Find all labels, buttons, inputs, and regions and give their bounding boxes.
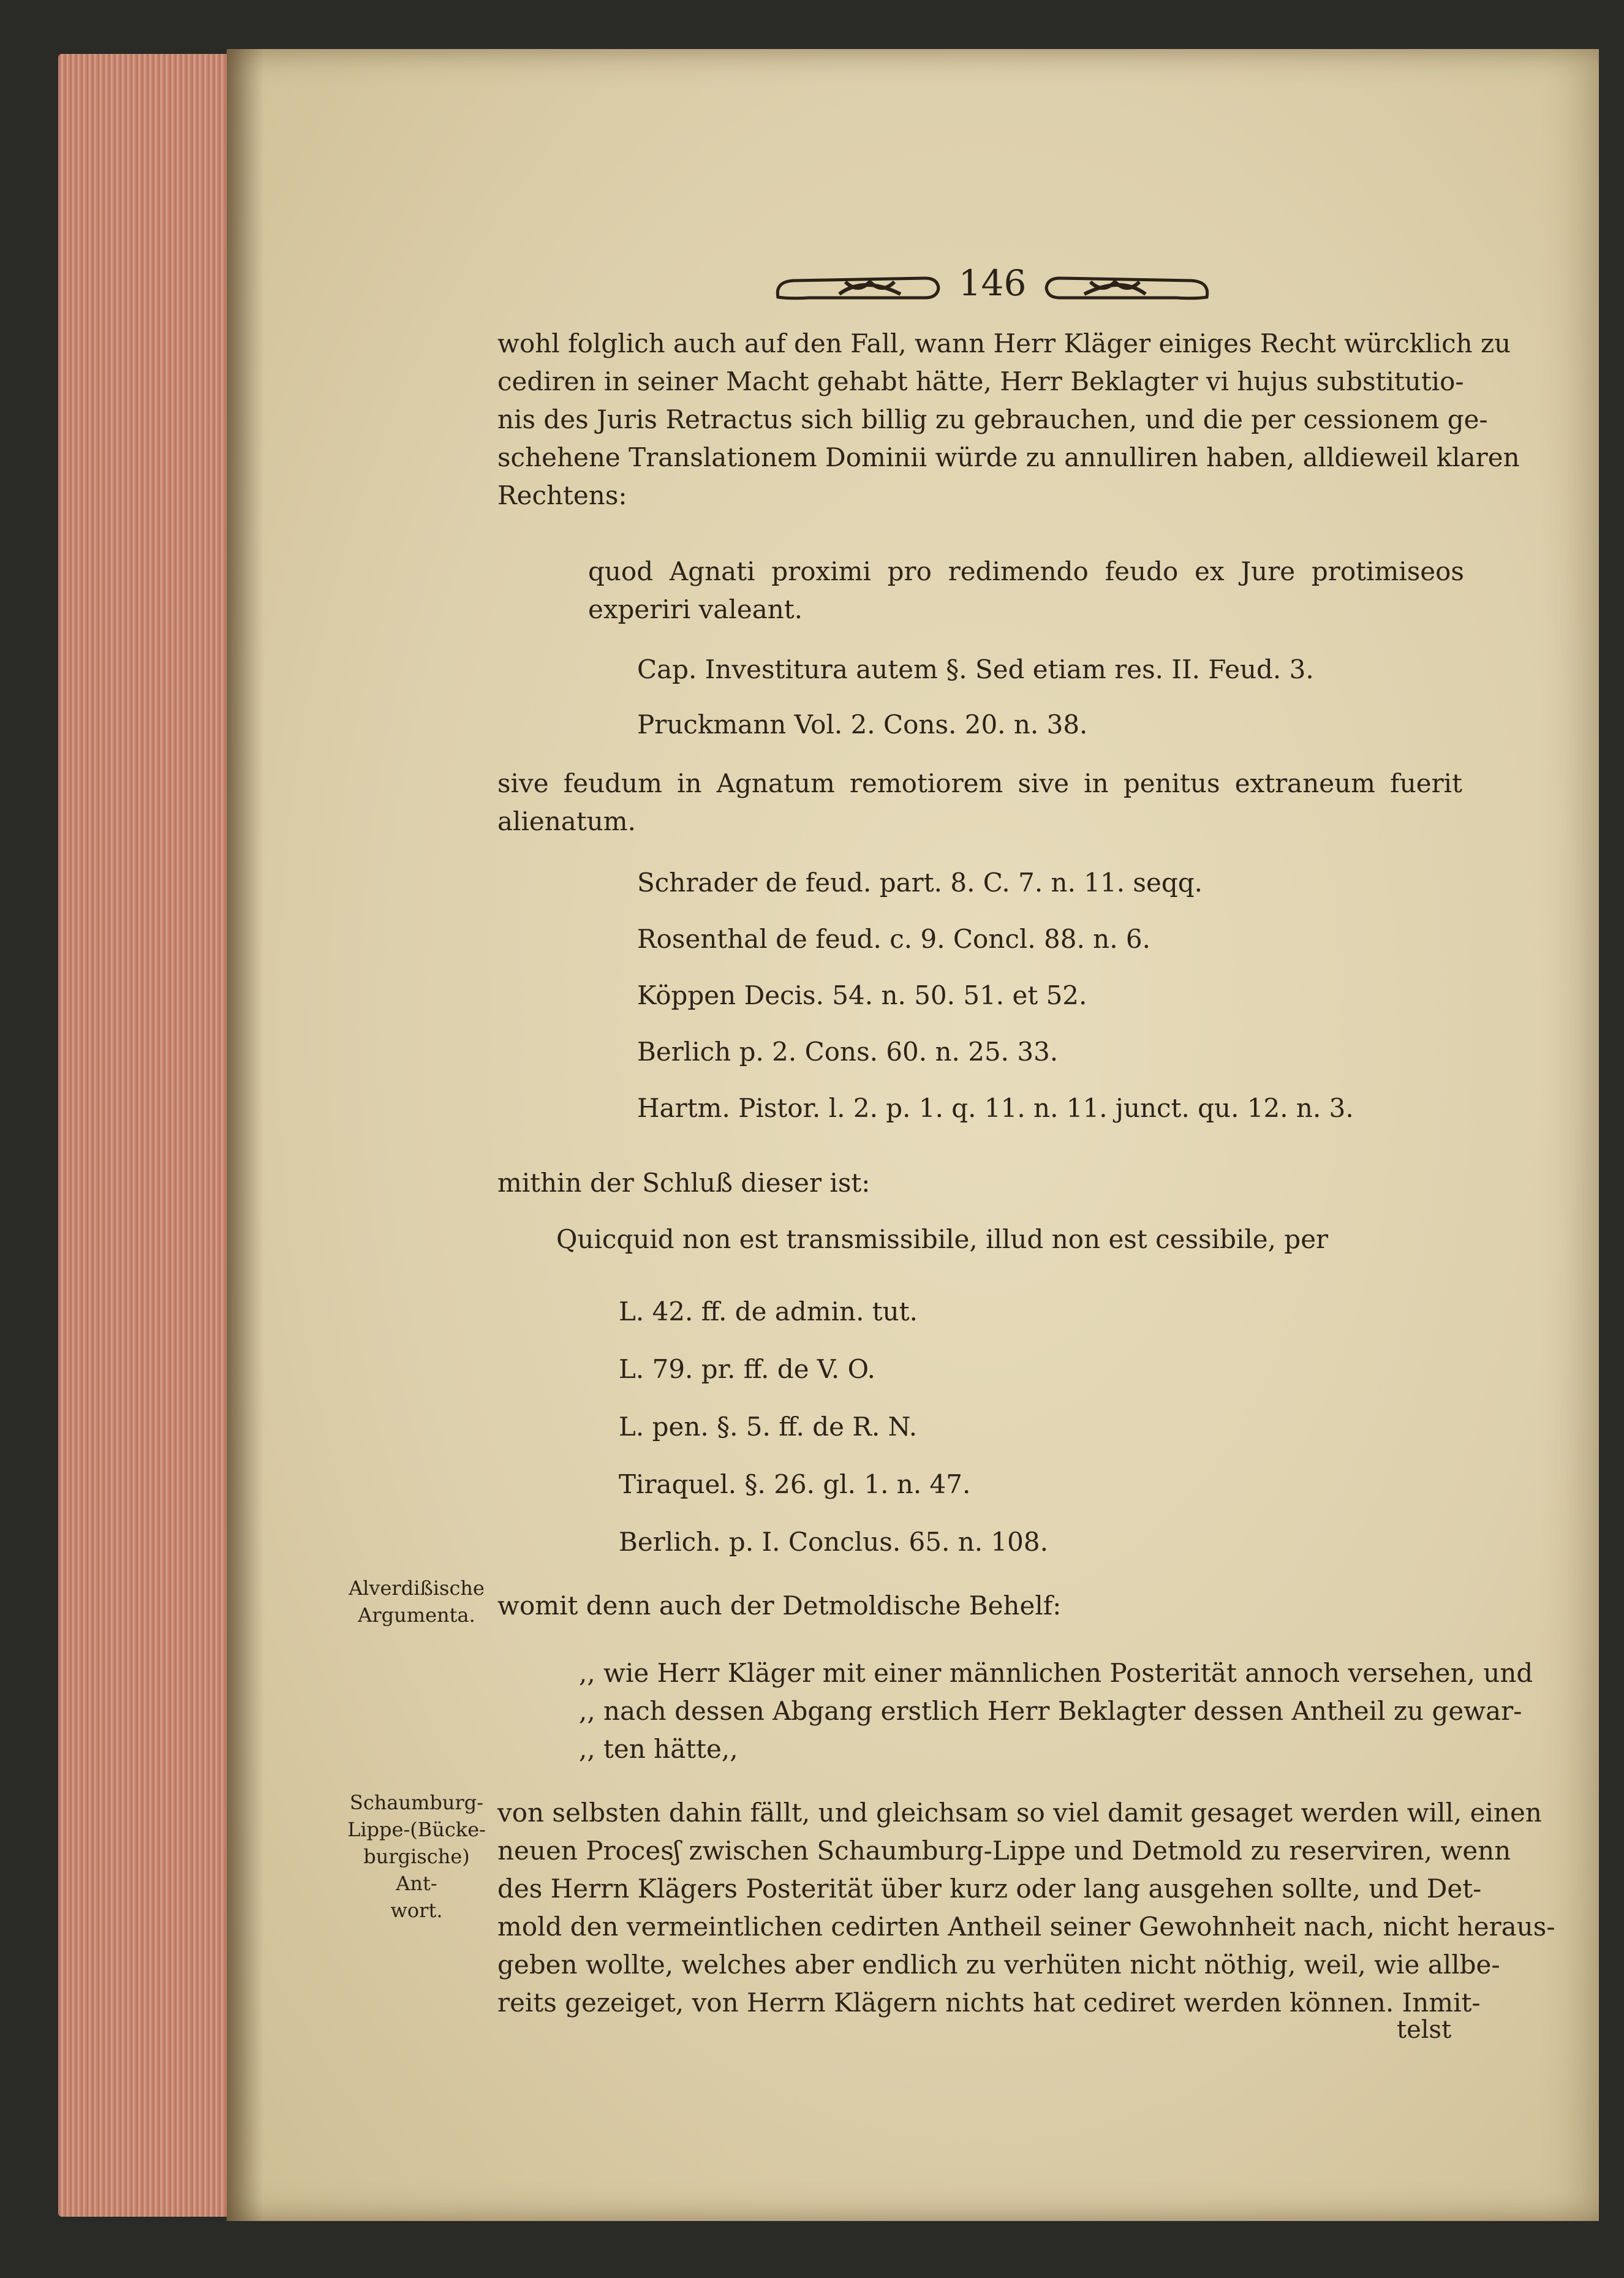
citation-line: Cap. Investitura autem §. Sed etiam res. II. Feud. 3. — [637, 654, 1314, 684]
citation-line: Hartm. Pistor. l. 2. p. 1. q. 11. n. 11. junct. qu. 12. n. 3. — [637, 1093, 1354, 1123]
page-header — [772, 256, 1213, 324]
body-line: cediren in seiner Macht gehabt hätte, Herr Beklagter vi hujus substitutio- — [497, 366, 1464, 396]
body-line: mithin der Schluß dieser ist: — [497, 1168, 871, 1198]
book-page-edges — [58, 54, 236, 2217]
citation-line: Köppen Decis. 54. n. 50. 51. et 52. — [637, 980, 1087, 1010]
citation-line: Rosenthal de feud. c. 9. Concl. 88. n. 6. — [637, 924, 1150, 954]
body-line: nis des Juris Retractus sich billig zu gebrauchen, und die per cessionem ge- — [497, 404, 1488, 434]
margin-note-line: burgische) Ant- — [363, 1845, 470, 1895]
body-line: wohl folglich auch auf den Fall, wann Herr Kläger einiges Recht würcklich zu — [497, 328, 1511, 358]
quote-line: Quicquid non est transmissibile, illud non est cessibile, per — [556, 1224, 1329, 1254]
citation-line: Pruckmann Vol. 2. Cons. 20. n. 38. — [637, 710, 1088, 740]
margin-note-line: Argumenta. — [358, 1603, 475, 1627]
citation-line: L. 79. pr. ff. de V. O. — [619, 1354, 875, 1384]
page-number: 146 — [958, 262, 1027, 304]
body-line: geben wollte, welches aber endlich zu verhüten nicht nöthig, weil, wie allbe- — [497, 1950, 1500, 1980]
header-ornament-right — [1041, 270, 1213, 306]
body-line: schehene Translationem Dominii würde zu annulliren haben, alldieweil klaren — [497, 442, 1520, 472]
header-ornament-left — [772, 270, 943, 306]
margin-note-line: Lippe-(Bücke- — [347, 1818, 486, 1841]
margin-note-line: Alverdißische — [349, 1576, 485, 1600]
quote-line: ,, nach dessen Abgang erstlich Herr Beklagter dessen Antheil zu gewar- — [579, 1696, 1522, 1726]
quote-line: experiri valeant. — [588, 594, 803, 624]
margin-note-schaumburg-lippe — [343, 1789, 490, 1924]
body-line: von selbsten dahin fällt, und gleichsam so viel damit gesaget werden will, einen — [497, 1798, 1542, 1828]
citation-line: L. 42. ff. de admin. tut. — [619, 1296, 918, 1326]
quote-line: ,, ten hätte,, — [579, 1734, 738, 1764]
quote-line: quod Agnati proximi pro redimendo feudo ex Jure protimiseos — [588, 556, 1464, 586]
catchword: telst — [1397, 2016, 1452, 2044]
body-line: mold den vermeintlichen cedirten Antheil seiner Gewohnheit nach, nicht heraus- — [497, 1912, 1555, 1942]
body-line: Rechtens: — [497, 480, 627, 510]
citation-line: Schrader de feud. part. 8. C. 7. n. 11. seqq. — [637, 868, 1203, 898]
quote-line: ,, wie Herr Kläger mit einer männlichen Posterität annoch versehen, und — [579, 1658, 1533, 1688]
margin-note-line: wort. — [390, 1899, 443, 1922]
spine-shadow — [227, 49, 263, 2221]
margin-note-line: Schaumburg- — [349, 1791, 484, 1814]
body-line: neuen Procesʃ zwischen Schaumburg-Lippe und Detmold zu reserviren, wenn — [497, 1836, 1511, 1866]
body-line: womit denn auch der Detmoldische Behelf: — [497, 1591, 1062, 1621]
body-line: alienatum. — [497, 806, 636, 836]
citation-line: Berlich p. 2. Cons. 60. n. 25. 33. — [637, 1037, 1059, 1067]
body-line: des Herrn Klägers Posterität über kurz oder lang ausgehen sollte, und Det- — [497, 1874, 1482, 1904]
margin-note-alverdissische — [343, 1575, 490, 1629]
body-line: sive feudum in Agnatum remotiorem sive in penitus extraneum fuerit — [497, 768, 1462, 798]
body-line: reits gezeiget, von Herrn Klägern nichts hat cediret werden können. Inmit- — [497, 1988, 1481, 2018]
citation-line: Berlich. p. I. Conclus. 65. n. 108. — [619, 1527, 1048, 1557]
citation-line: Tiraquel. §. 26. gl. 1. n. 47. — [619, 1469, 971, 1499]
citation-line: L. pen. §. 5. ff. de R. N. — [619, 1412, 918, 1442]
